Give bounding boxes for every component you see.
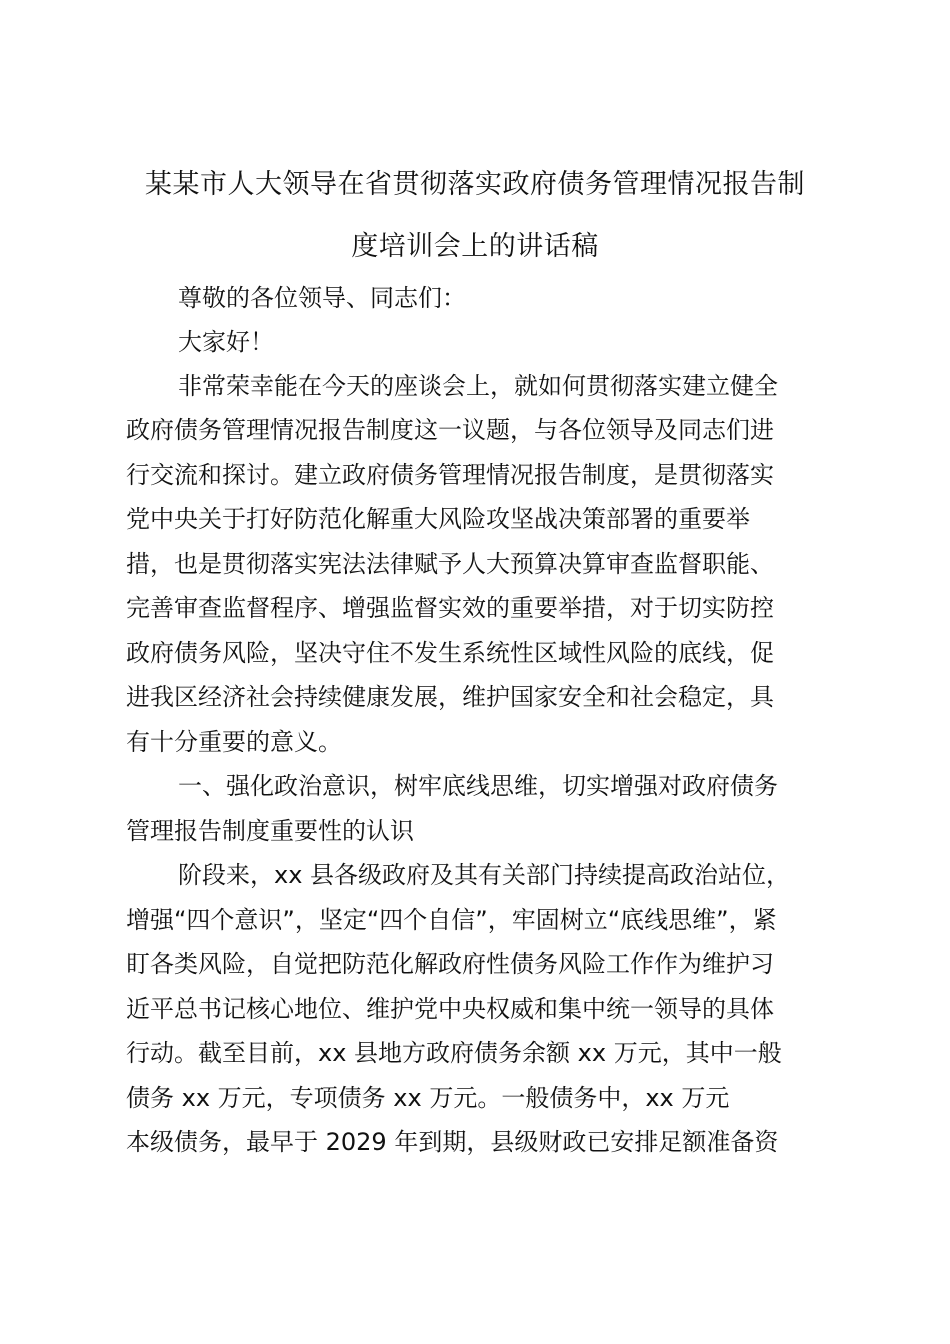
body-line: 完善审查监督程序、增强监督实效的重要举措，对于切实防控 <box>126 594 774 622</box>
body-line: 行动。截至目前，xx 县地方政府债务余额 xx 万元，其中一般 <box>126 1039 782 1067</box>
document-title-line-2: 度培训会上的讲话稿 <box>351 231 599 262</box>
body-line: 措，也是贯彻落实宪法法律赋予人大预算决算审查监督职能、 <box>126 550 774 578</box>
body-line: 党中央关于打好防范化解重大风险攻坚战决策部署的重要举 <box>126 505 750 533</box>
section-heading-line-2: 管理报告制度重要性的认识 <box>126 817 414 845</box>
body-line: 盯各类风险，自觉把防范化解政府性债务风险工作作为维护习 <box>126 950 774 978</box>
body-line: 政府债务风险，坚决守住不发生系统性区域性风险的底线，促 <box>126 639 774 667</box>
document-title-line-1: 某某市人大领导在省贯彻落实政府债务管理情况报告制 <box>145 169 805 200</box>
body-line: 本级债务，最早于 2029 年到期，县级财政已安排足额准备资 <box>126 1128 779 1156</box>
body-line: 阶段来，xx 县各级政府及其有关部门持续提高政治站位， <box>178 861 791 889</box>
body-line: 行交流和探讨。建立政府债务管理情况报告制度，是贯彻落实 <box>126 461 774 489</box>
greeting: 大家好！ <box>178 328 274 356</box>
body-line: 非常荣幸能在今天的座谈会上，就如何贯彻落实建立健全 <box>178 372 778 400</box>
body-line: 有十分重要的意义。 <box>126 728 342 756</box>
body-line: 进我区经济社会持续健康发展，维护国家安全和社会稳定，具 <box>126 683 774 711</box>
salutation: 尊敬的各位领导、同志们： <box>178 284 466 312</box>
body-line: 债务 xx 万元，专项债务 xx 万元。一般债务中，xx 万元 <box>126 1084 730 1112</box>
body-line: 增强“四个意识”，坚定“四个自信”，牢固树立“底线思维”，紧 <box>126 906 777 934</box>
body-line: 政府债务管理情况报告制度这一议题，与各位领导及同志们进 <box>126 416 774 444</box>
body-line: 近平总书记核心地位、维护党中央权威和集中统一领导的具体 <box>126 995 774 1023</box>
section-heading-line-1: 一、强化政治意识，树牢底线思维，切实增强对政府债务 <box>178 772 778 800</box>
